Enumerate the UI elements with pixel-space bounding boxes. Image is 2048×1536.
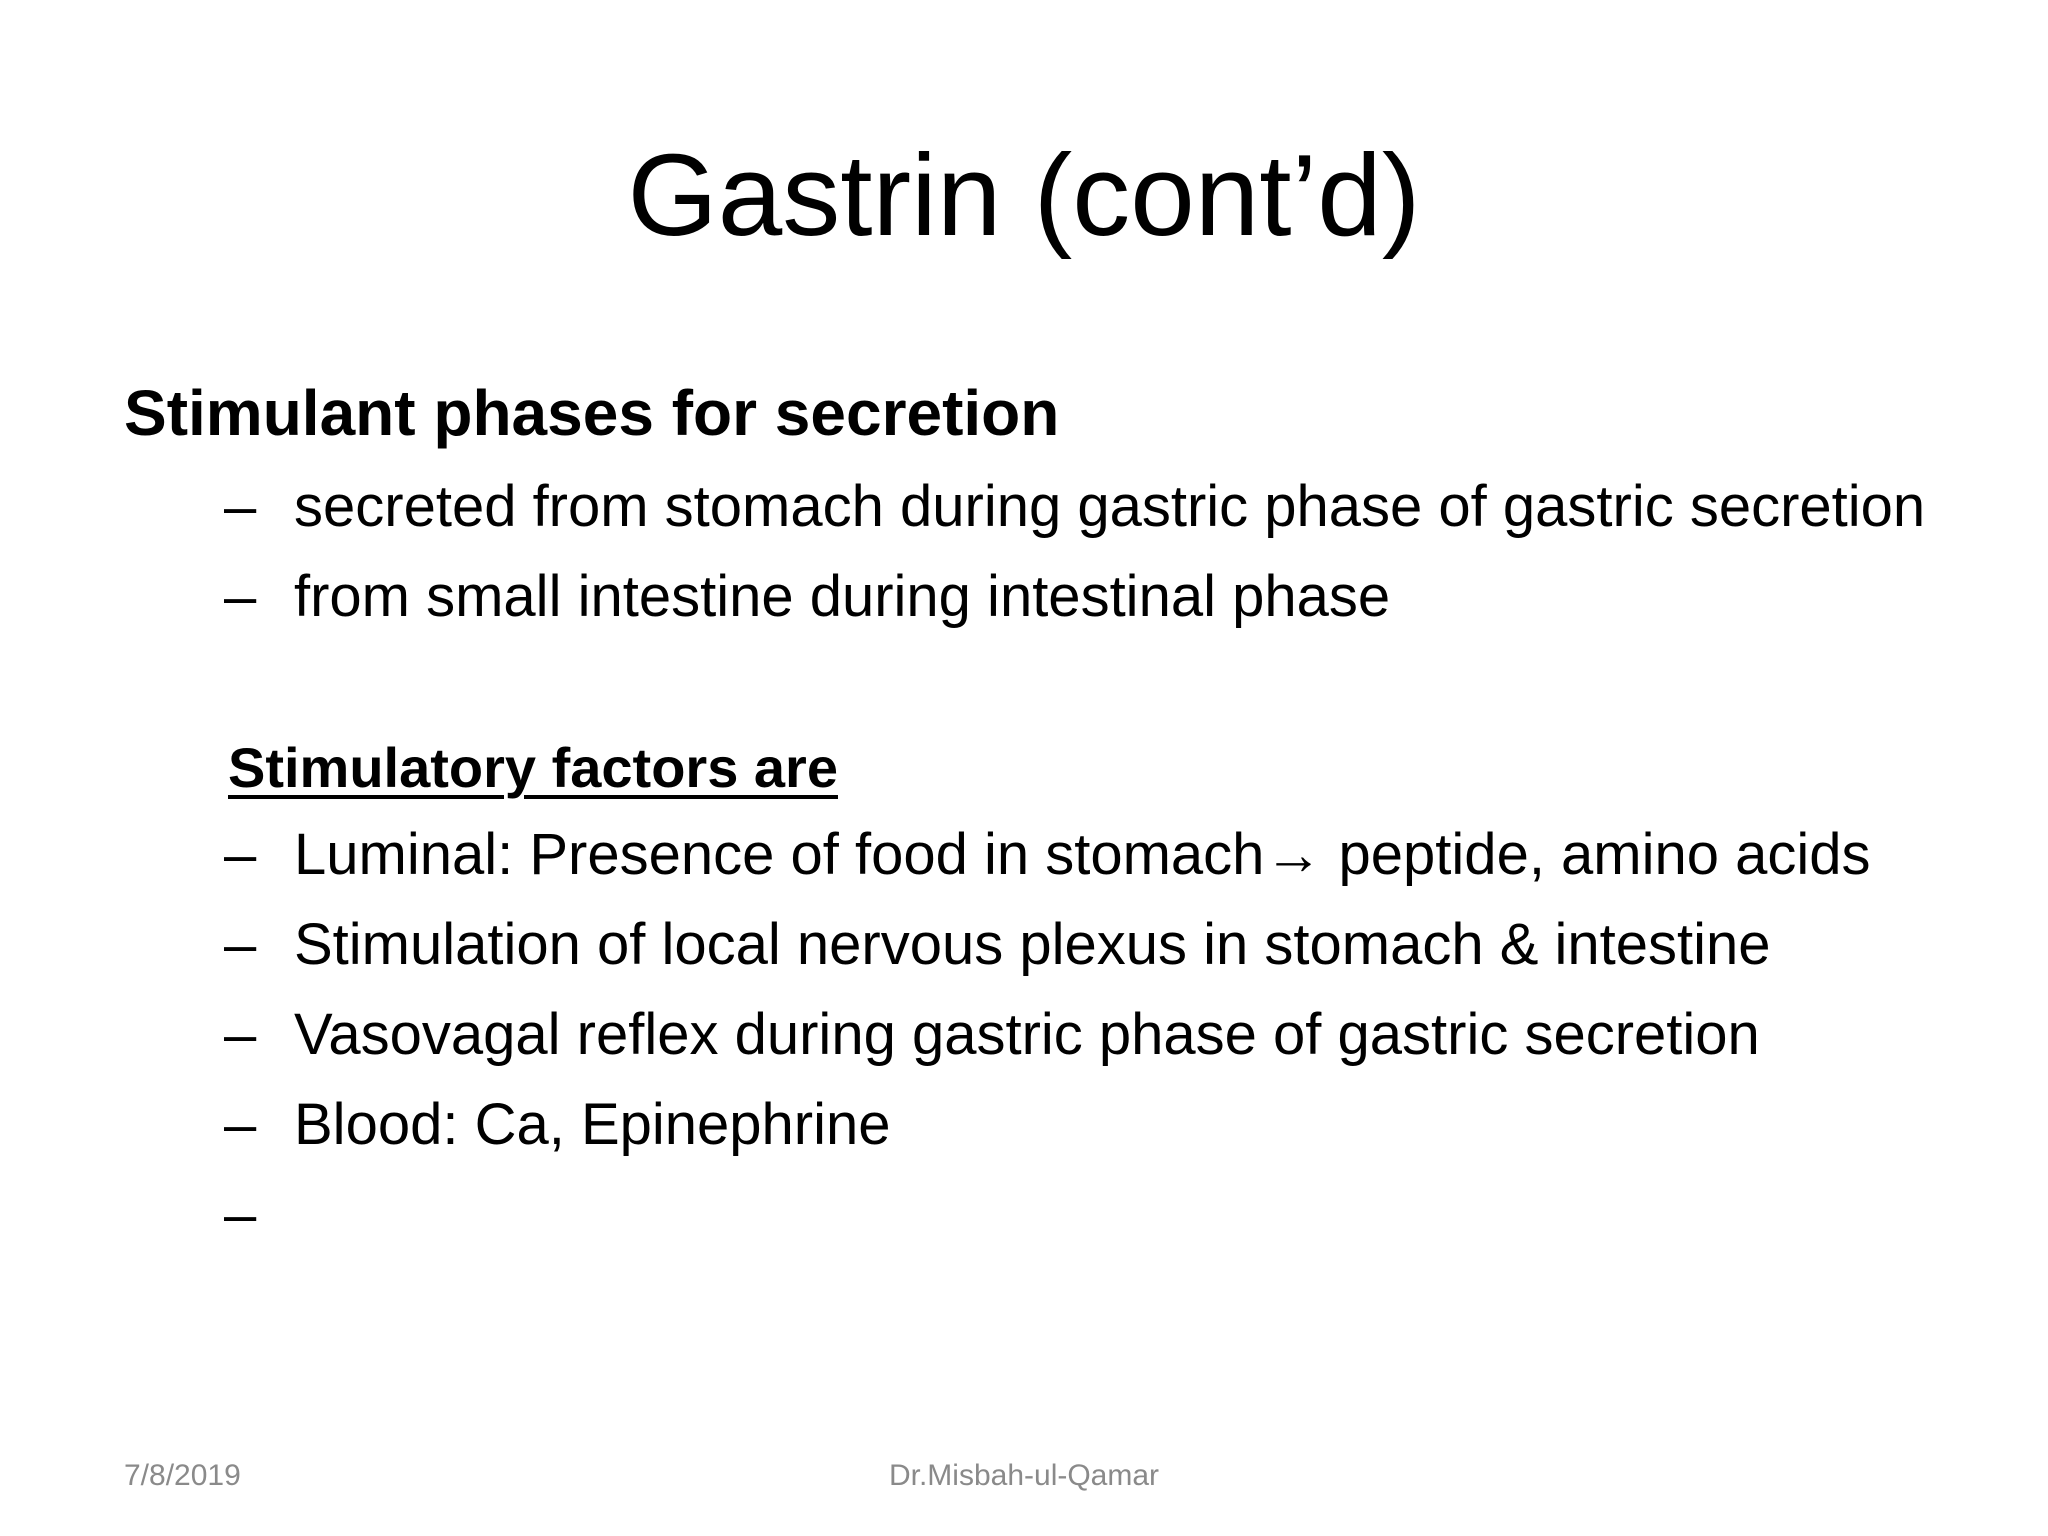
empty-list-item [224, 1178, 1964, 1252]
list-item-text: Vasovagal reflex during gastric phase of gastric secretion [294, 1002, 1760, 1067]
slide-title: Gastrin (cont’d) [627, 130, 1421, 260]
list-item-text: Stimulation of local nervous plexus in stomach & intestine [294, 912, 1771, 977]
footer-date: 7/8/2019 [124, 1459, 241, 1492]
footer-author: Dr.Misbah-ul-Qamar [888, 1459, 1160, 1492]
list-item-text: Blood: Ca, Epinephrine [294, 1092, 891, 1157]
list-item [224, 998, 1964, 1072]
factors-subheading: Stimulatory factors are [228, 736, 838, 799]
bullet-dash: – [224, 1092, 257, 1157]
factors-list [224, 818, 1964, 1252]
list-item [224, 818, 1964, 892]
bullet-dash: – [224, 1002, 257, 1067]
bullet-dash: – [224, 912, 257, 977]
bullet-dash: – [224, 564, 257, 629]
list-item [224, 560, 1964, 634]
phases-list [224, 470, 1964, 634]
list-item [224, 470, 1964, 544]
list-item-text [294, 1182, 310, 1247]
list-item-text: secreted from stomach during gastric phase of gastric secretion [294, 474, 1926, 539]
list-item [224, 908, 1964, 982]
bullet-dash: – [224, 1182, 257, 1247]
bullet-dash: – [224, 822, 257, 887]
section-heading: Stimulant phases for secretion [124, 377, 1060, 449]
list-item-text: Luminal: Presence of food in stomach→ peptide, amino acids [294, 822, 1871, 887]
list-item [224, 1088, 1964, 1162]
list-item-text: from small intestine during intestinal phase [294, 564, 1391, 629]
bullet-dash: – [224, 474, 257, 539]
